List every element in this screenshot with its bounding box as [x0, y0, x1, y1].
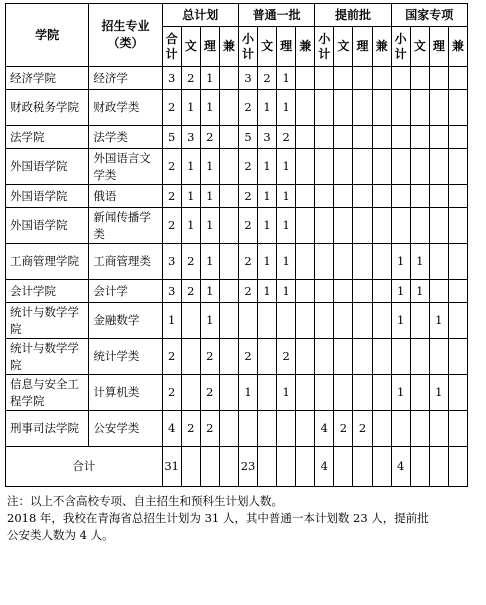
count-cell — [391, 185, 410, 208]
count-cell — [429, 90, 448, 126]
count-cell: 1 — [410, 244, 429, 280]
count-cell — [372, 185, 391, 208]
college-cell: 工商管理学院 — [6, 244, 89, 280]
count-cell — [296, 208, 315, 244]
total-cell — [410, 447, 429, 487]
count-cell — [448, 67, 467, 90]
major-cell: 财政学类 — [89, 90, 162, 126]
total-cell — [429, 447, 448, 487]
count-cell: 2 — [238, 339, 257, 375]
subheader-national-arts: 文 — [410, 27, 429, 67]
count-cell: 2 — [181, 411, 200, 447]
count-cell — [315, 126, 334, 149]
count-cell — [219, 90, 238, 126]
count-cell — [315, 67, 334, 90]
subheader-early-both: 兼 — [372, 27, 391, 67]
count-cell: 1 — [391, 375, 410, 411]
count-cell — [315, 339, 334, 375]
count-cell — [372, 375, 391, 411]
major-cell: 公安学类 — [89, 411, 162, 447]
count-cell — [429, 339, 448, 375]
count-cell: 1 — [162, 303, 181, 339]
count-cell — [353, 244, 372, 280]
subheader-national-subtotal: 小计 — [391, 27, 410, 67]
count-cell: 1 — [277, 208, 296, 244]
count-cell: 1 — [258, 149, 277, 185]
notes-section — [5, 493, 477, 544]
count-cell: 2 — [353, 411, 372, 447]
total-cell — [372, 447, 391, 487]
count-cell — [410, 208, 429, 244]
count-cell — [181, 375, 200, 411]
count-cell: 1 — [258, 208, 277, 244]
count-cell — [258, 339, 277, 375]
count-cell — [334, 244, 353, 280]
count-cell — [315, 375, 334, 411]
college-cell: 会计学院 — [6, 280, 89, 303]
note-line: 公安类人数为 4 人。 — [7, 528, 114, 542]
college-cell: 经济学院 — [6, 67, 89, 90]
count-cell — [448, 244, 467, 280]
count-cell — [353, 339, 372, 375]
count-cell: 1 — [200, 244, 219, 280]
count-cell: 1 — [200, 149, 219, 185]
count-cell: 5 — [238, 126, 257, 149]
count-cell — [296, 339, 315, 375]
count-cell — [296, 126, 315, 149]
count-cell — [410, 67, 429, 90]
count-cell — [353, 90, 372, 126]
subheader-first-science: 理 — [277, 27, 296, 67]
count-cell — [391, 126, 410, 149]
college-cell: 法学院 — [6, 126, 89, 149]
count-cell: 4 — [162, 411, 181, 447]
count-cell: 1 — [200, 208, 219, 244]
count-cell: 2 — [162, 208, 181, 244]
count-cell — [448, 339, 467, 375]
count-cell: 1 — [277, 149, 296, 185]
total-cell — [334, 447, 353, 487]
count-cell — [410, 149, 429, 185]
count-cell — [258, 411, 277, 447]
count-cell — [448, 90, 467, 126]
count-cell — [353, 375, 372, 411]
count-cell: 3 — [162, 280, 181, 303]
table-row — [6, 244, 468, 280]
subheader-early-science: 理 — [353, 27, 372, 67]
count-cell: 5 — [162, 126, 181, 149]
count-cell — [219, 67, 238, 90]
count-cell — [334, 375, 353, 411]
count-cell: 3 — [162, 244, 181, 280]
count-cell: 2 — [200, 411, 219, 447]
major-cell: 会计学 — [89, 280, 162, 303]
count-cell: 1 — [181, 185, 200, 208]
enrollment-plan-table — [5, 3, 468, 487]
count-cell — [296, 375, 315, 411]
subheader-national-both: 兼 — [448, 27, 467, 67]
count-cell: 2 — [200, 339, 219, 375]
count-cell: 3 — [238, 67, 257, 90]
count-cell — [448, 185, 467, 208]
count-cell — [296, 280, 315, 303]
count-cell: 2 — [238, 149, 257, 185]
count-cell: 1 — [429, 375, 448, 411]
count-cell: 2 — [238, 280, 257, 303]
count-cell — [391, 339, 410, 375]
count-cell: 3 — [258, 126, 277, 149]
count-cell: 2 — [277, 126, 296, 149]
count-cell: 2 — [277, 339, 296, 375]
count-cell — [277, 411, 296, 447]
count-cell — [391, 208, 410, 244]
count-cell — [315, 244, 334, 280]
count-cell — [429, 185, 448, 208]
table-row — [6, 339, 468, 375]
count-cell — [181, 303, 200, 339]
count-cell — [258, 303, 277, 339]
table-row — [6, 185, 468, 208]
count-cell — [334, 208, 353, 244]
count-cell: 2 — [334, 411, 353, 447]
count-cell — [429, 149, 448, 185]
total-cell — [258, 447, 277, 487]
count-cell: 1 — [258, 280, 277, 303]
count-cell — [238, 303, 257, 339]
group-header-total: 总计划 — [162, 4, 238, 27]
count-cell — [334, 280, 353, 303]
count-cell — [315, 185, 334, 208]
count-cell: 1 — [258, 244, 277, 280]
total-cell — [200, 447, 219, 487]
table-row — [6, 280, 468, 303]
count-cell — [334, 126, 353, 149]
count-cell — [391, 90, 410, 126]
count-cell — [410, 303, 429, 339]
college-cell: 统计与数学学院 — [6, 339, 89, 375]
college-cell: 统计与数学学院 — [6, 303, 89, 339]
count-cell — [353, 149, 372, 185]
count-cell: 2 — [181, 244, 200, 280]
count-cell: 2 — [200, 375, 219, 411]
count-cell: 2 — [238, 90, 257, 126]
count-cell — [334, 149, 353, 185]
count-cell: 1 — [277, 90, 296, 126]
count-cell — [219, 339, 238, 375]
count-cell — [353, 303, 372, 339]
count-cell — [315, 208, 334, 244]
subheader-early-arts: 文 — [334, 27, 353, 67]
count-cell: 1 — [200, 280, 219, 303]
major-cell: 经济学 — [89, 67, 162, 90]
total-cell: 31 — [162, 447, 181, 487]
count-cell: 1 — [391, 303, 410, 339]
group-header-first-batch: 普通一批 — [238, 4, 314, 27]
count-cell — [296, 90, 315, 126]
count-cell — [334, 90, 353, 126]
major-cell: 外国语言文学类 — [89, 149, 162, 185]
count-cell — [296, 411, 315, 447]
total-cell: 4 — [391, 447, 410, 487]
count-cell — [410, 126, 429, 149]
count-cell: 2 — [162, 90, 181, 126]
count-cell — [372, 339, 391, 375]
table-row — [6, 67, 468, 90]
count-cell: 2 — [200, 126, 219, 149]
count-cell: 2 — [181, 67, 200, 90]
count-cell — [353, 67, 372, 90]
count-cell: 3 — [181, 126, 200, 149]
count-cell: 1 — [277, 375, 296, 411]
major-cell: 俄语 — [89, 185, 162, 208]
count-cell — [410, 339, 429, 375]
count-cell: 2 — [238, 208, 257, 244]
count-cell — [219, 280, 238, 303]
count-cell — [448, 280, 467, 303]
count-cell — [372, 208, 391, 244]
major-cell: 法学类 — [89, 126, 162, 149]
count-cell — [372, 90, 391, 126]
college-cell: 财政税务学院 — [6, 90, 89, 126]
total-label: 合计 — [6, 447, 163, 487]
note-line: 注：以上不含高校专项、自主招生和预科生计划人数。 — [7, 494, 283, 508]
subheader-early-subtotal: 小计 — [315, 27, 334, 67]
subheader-total-arts: 文 — [181, 27, 200, 67]
count-cell — [391, 149, 410, 185]
major-cell: 新闻传播学类 — [89, 208, 162, 244]
count-cell — [391, 411, 410, 447]
count-cell — [372, 67, 391, 90]
count-cell — [372, 244, 391, 280]
count-cell — [429, 280, 448, 303]
total-cell — [448, 447, 467, 487]
count-cell — [219, 185, 238, 208]
count-cell — [315, 303, 334, 339]
count-cell: 1 — [181, 208, 200, 244]
count-cell — [315, 90, 334, 126]
subheader-first-arts: 文 — [258, 27, 277, 67]
count-cell: 1 — [391, 244, 410, 280]
count-cell — [296, 67, 315, 90]
subheader-total-sum: 合计 — [162, 27, 181, 67]
table-row — [6, 303, 468, 339]
header-row-groups — [6, 4, 468, 27]
count-cell — [334, 303, 353, 339]
college-cell: 信息与安全工程学院 — [6, 375, 89, 411]
count-cell: 4 — [315, 411, 334, 447]
count-cell — [315, 280, 334, 303]
count-cell — [219, 149, 238, 185]
college-cell: 外国语学院 — [6, 208, 89, 244]
subheader-first-both: 兼 — [296, 27, 315, 67]
count-cell — [353, 185, 372, 208]
count-cell — [334, 339, 353, 375]
count-cell: 1 — [200, 303, 219, 339]
subheader-total-both: 兼 — [219, 27, 238, 67]
count-cell — [448, 303, 467, 339]
count-cell — [372, 303, 391, 339]
count-cell: 3 — [162, 67, 181, 90]
count-cell — [429, 411, 448, 447]
count-cell — [448, 411, 467, 447]
note-line: 2018 年，我校在青海省总招生计划为 31 人，其中普通一本计划数 23 人，提前批 — [7, 511, 429, 525]
college-cell: 外国语学院 — [6, 185, 89, 208]
count-cell — [238, 411, 257, 447]
count-cell — [296, 149, 315, 185]
count-cell — [429, 126, 448, 149]
count-cell: 2 — [162, 375, 181, 411]
count-cell: 1 — [277, 244, 296, 280]
count-cell — [181, 339, 200, 375]
count-cell — [219, 303, 238, 339]
major-cell: 计算机类 — [89, 375, 162, 411]
total-cell: 23 — [238, 447, 257, 487]
table-row — [6, 411, 468, 447]
table-row — [6, 149, 468, 185]
major-cell: 工商管理类 — [89, 244, 162, 280]
count-cell: 1 — [200, 90, 219, 126]
count-cell — [410, 375, 429, 411]
subheader-first-subtotal: 小计 — [238, 27, 257, 67]
major-header: 招生专业（类） — [89, 4, 162, 67]
count-cell: 1 — [429, 303, 448, 339]
count-cell: 2 — [162, 149, 181, 185]
count-cell — [372, 280, 391, 303]
count-cell — [429, 208, 448, 244]
total-cell — [219, 447, 238, 487]
page-content — [5, 3, 481, 544]
count-cell: 1 — [181, 149, 200, 185]
count-cell — [429, 244, 448, 280]
count-cell — [372, 411, 391, 447]
count-cell: 2 — [162, 339, 181, 375]
count-cell: 1 — [277, 67, 296, 90]
count-cell: 2 — [238, 185, 257, 208]
subheader-total-science: 理 — [200, 27, 219, 67]
table-row — [6, 375, 468, 411]
count-cell: 1 — [277, 185, 296, 208]
count-cell: 1 — [200, 67, 219, 90]
major-cell: 金融数学 — [89, 303, 162, 339]
group-header-early-batch: 提前批 — [315, 4, 391, 27]
table-row — [6, 208, 468, 244]
count-cell — [410, 185, 429, 208]
total-cell: 4 — [315, 447, 334, 487]
count-cell — [372, 149, 391, 185]
count-cell — [219, 126, 238, 149]
count-cell — [353, 208, 372, 244]
total-cell — [277, 447, 296, 487]
count-cell — [315, 149, 334, 185]
count-cell: 1 — [258, 185, 277, 208]
group-header-national-special: 国家专项 — [391, 4, 467, 27]
count-cell — [219, 375, 238, 411]
college-header: 学院 — [6, 4, 89, 67]
count-cell: 1 — [391, 280, 410, 303]
count-cell — [219, 244, 238, 280]
major-cell: 统计学类 — [89, 339, 162, 375]
count-cell — [219, 208, 238, 244]
count-cell — [448, 208, 467, 244]
count-cell — [391, 67, 410, 90]
table-row — [6, 126, 468, 149]
count-cell — [334, 67, 353, 90]
count-cell — [429, 67, 448, 90]
count-cell: 1 — [200, 185, 219, 208]
count-cell — [353, 126, 372, 149]
count-cell: 1 — [181, 90, 200, 126]
count-cell — [334, 185, 353, 208]
count-cell: 1 — [277, 280, 296, 303]
count-cell — [258, 375, 277, 411]
count-cell: 2 — [162, 185, 181, 208]
total-cell — [181, 447, 200, 487]
total-row — [6, 447, 468, 487]
count-cell — [448, 375, 467, 411]
count-cell — [296, 244, 315, 280]
count-cell: 2 — [238, 244, 257, 280]
total-cell — [296, 447, 315, 487]
subheader-national-science: 理 — [429, 27, 448, 67]
count-cell — [296, 303, 315, 339]
count-cell: 1 — [238, 375, 257, 411]
count-cell — [410, 90, 429, 126]
count-cell — [219, 411, 238, 447]
count-cell — [448, 149, 467, 185]
count-cell: 1 — [258, 90, 277, 126]
total-cell — [353, 447, 372, 487]
college-cell: 外国语学院 — [6, 149, 89, 185]
count-cell — [410, 411, 429, 447]
count-cell — [277, 303, 296, 339]
count-cell: 2 — [181, 280, 200, 303]
count-cell — [353, 280, 372, 303]
count-cell: 2 — [258, 67, 277, 90]
table-row — [6, 90, 468, 126]
count-cell: 1 — [410, 280, 429, 303]
count-cell — [296, 185, 315, 208]
table-body — [6, 67, 468, 487]
college-cell: 刑事司法学院 — [6, 411, 89, 447]
count-cell — [448, 126, 467, 149]
count-cell — [372, 126, 391, 149]
